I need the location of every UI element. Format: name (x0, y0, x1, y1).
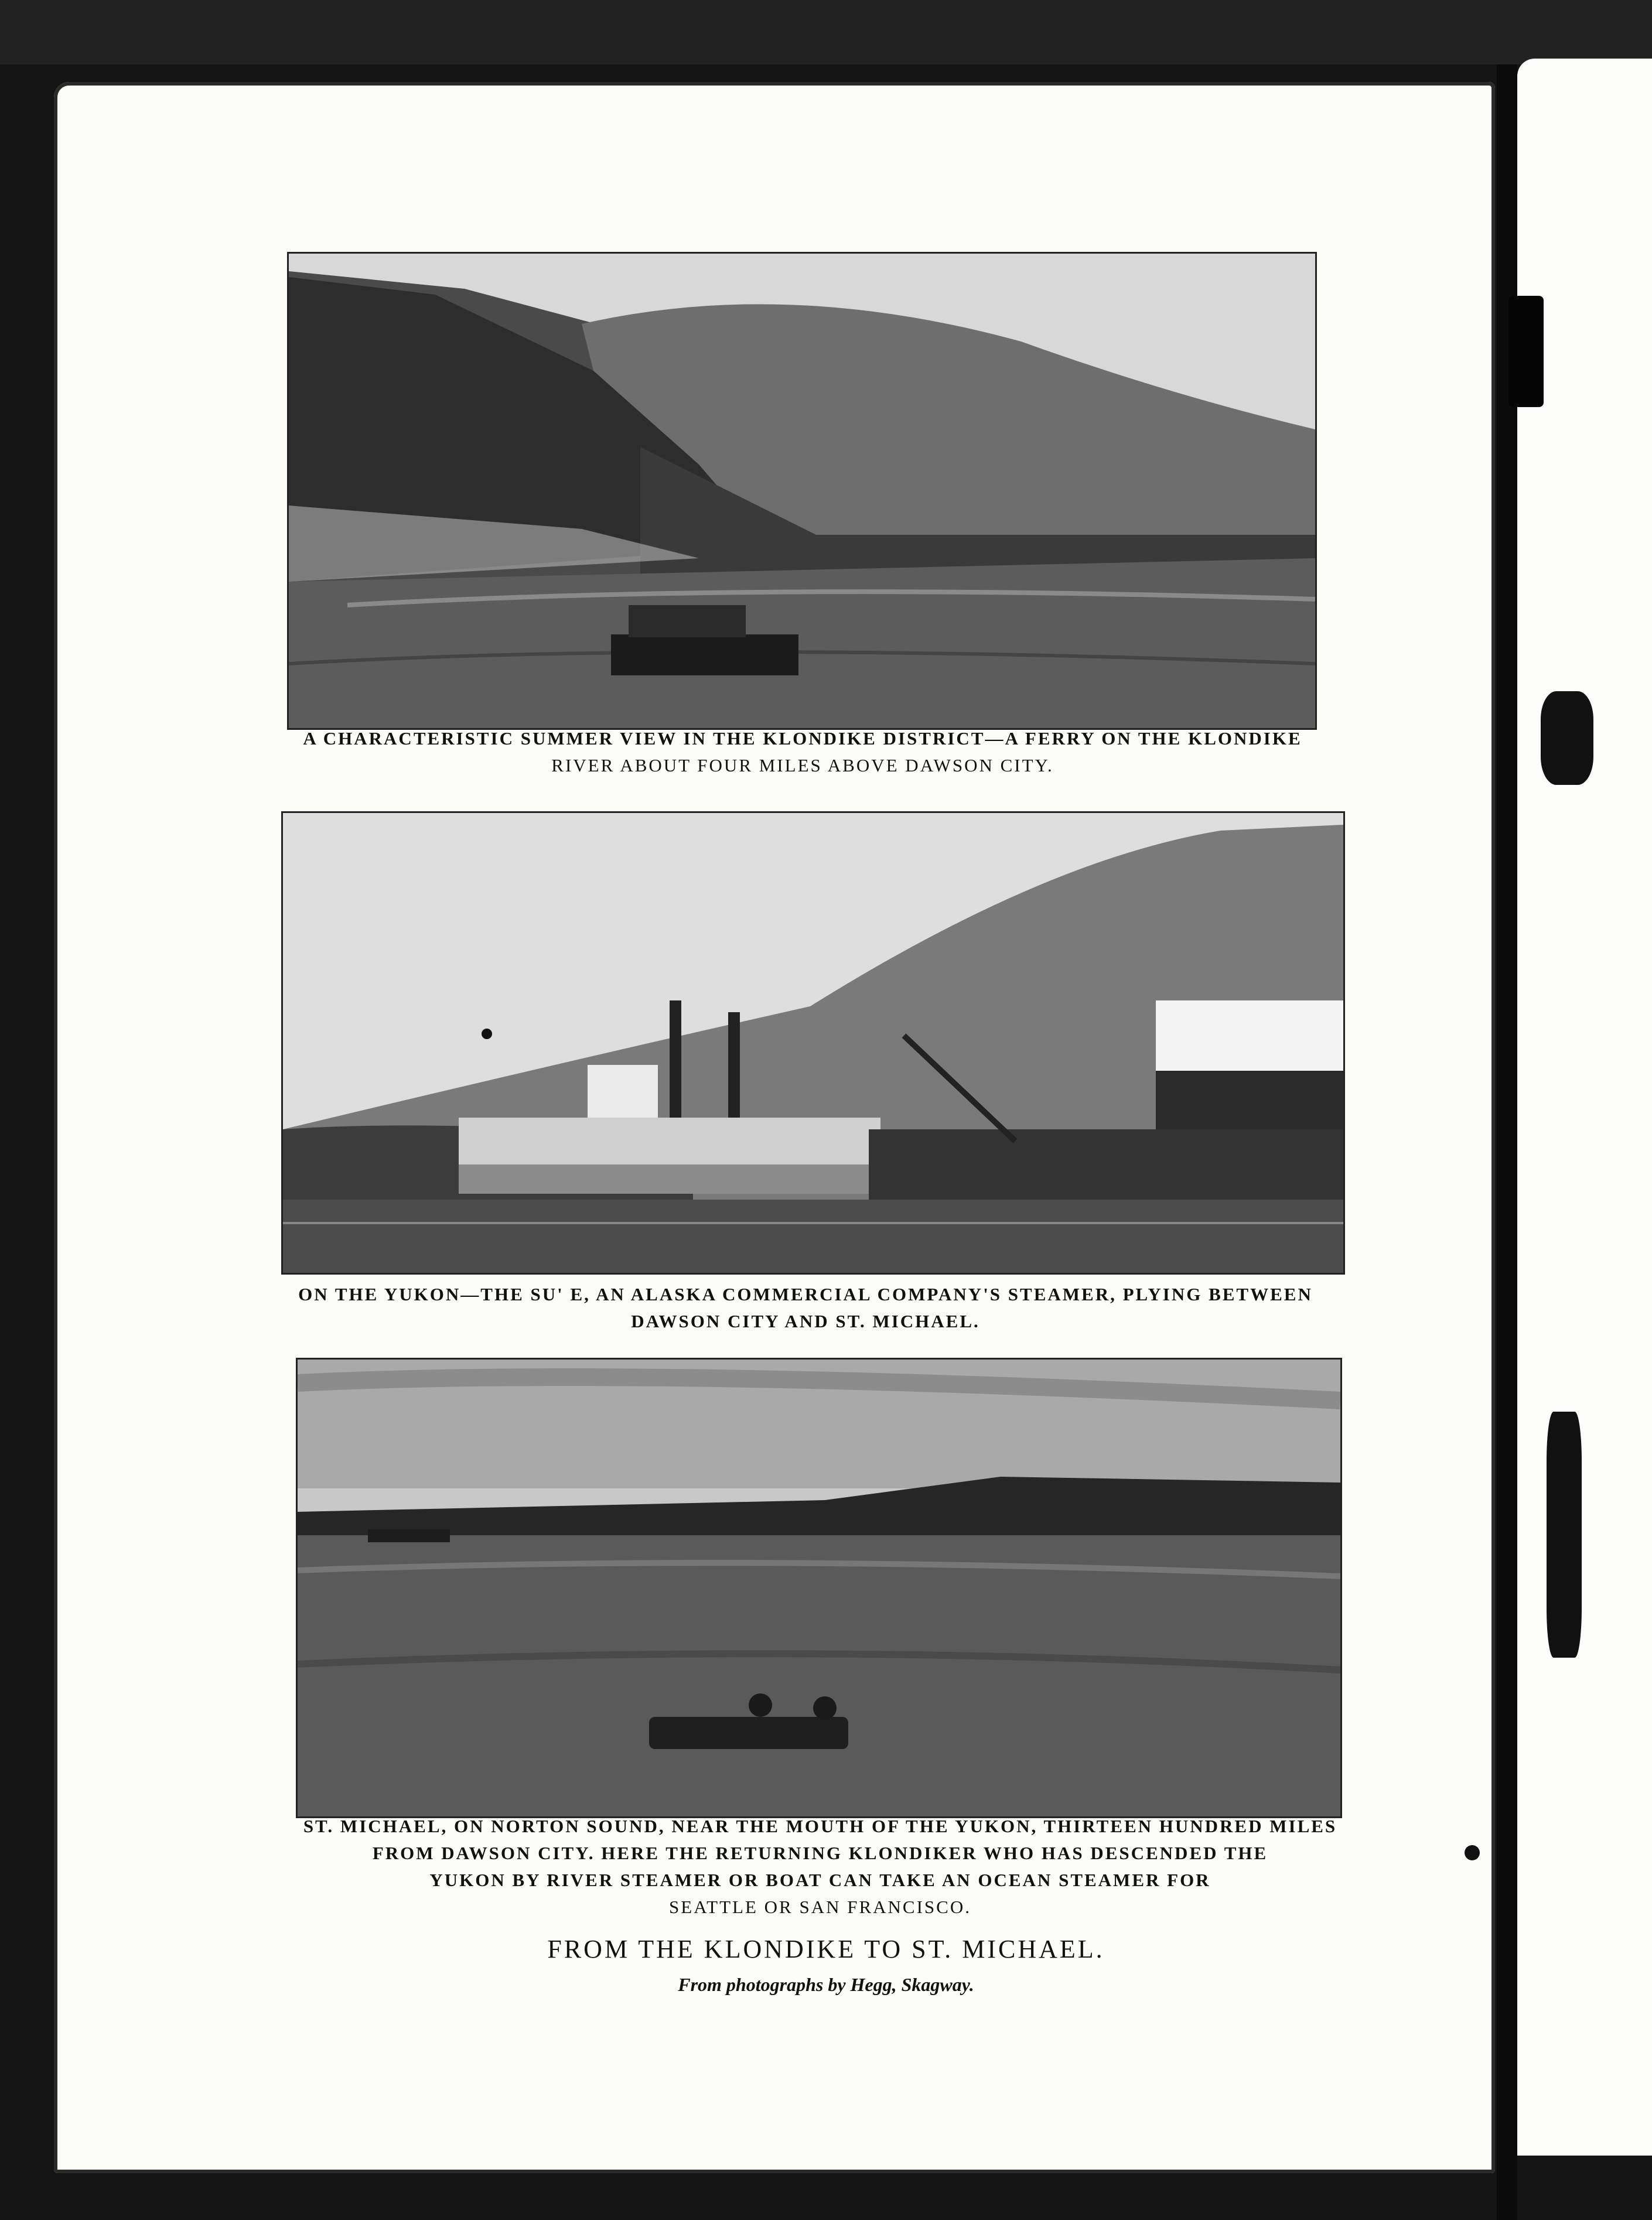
scan-speck (1465, 1845, 1480, 1860)
caption-line: A CHARACTERISTIC SUMMER VIEW IN THE KLONDIKE DISTRICT—A FERRY ON THE KLONDIKE (303, 728, 1302, 749)
scan-speck (1541, 691, 1593, 785)
caption-photo-3 (275, 1813, 1365, 1921)
page-title: FROM THE KLONDIKE TO ST. MICHAEL. (547, 1935, 1105, 1963)
scan-speck (1547, 1412, 1582, 1658)
scan-top-edge (0, 0, 1652, 64)
caption-line: RIVER ABOUT FOUR MILES ABOVE DAWSON CITY. (551, 755, 1054, 776)
scan-speck (482, 1029, 492, 1039)
caption-photo-1 (275, 725, 1330, 779)
caption-photo-2 (275, 1281, 1336, 1335)
photo-klondike-ferry (287, 252, 1317, 730)
caption-line: FROM DAWSON CITY. HERE THE RETURNING KLONDIKER WHO HAS DESCENDED THE (372, 1843, 1268, 1863)
photo-credit: From photographs by Hegg, Skagway. (678, 1974, 974, 1995)
caption-line: SEATTLE OR SAN FRANCISCO. (669, 1897, 971, 1917)
caption-line: YUKON BY RIVER STEAMER OR BOAT CAN TAKE AN OCEAN STEAMER FOR (429, 1870, 1211, 1890)
caption-line: ON THE YUKON—THE SU' E, AN ALASKA COMMERCIAL COMPANY'S STEAMER, PLYING BETWEEN (298, 1284, 1313, 1304)
binding-tab (1508, 296, 1544, 407)
photo-st-michael (296, 1358, 1342, 1818)
photo-yukon-steamer (281, 811, 1345, 1275)
caption-line: DAWSON CITY AND ST. MICHAEL. (631, 1311, 980, 1331)
caption-line: ST. MICHAEL, ON NORTON SOUND, NEAR THE MOUTH OF THE YUKON, THIRTEEN HUNDRED MILES (303, 1816, 1337, 1836)
